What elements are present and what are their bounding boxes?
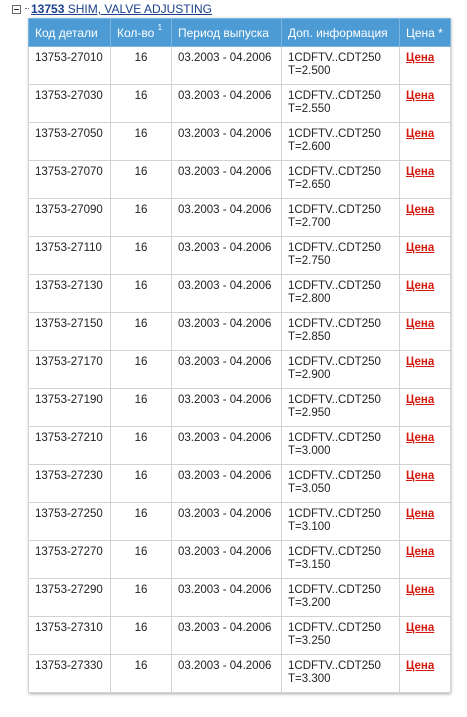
- price-link[interactable]: Цена: [406, 546, 435, 558]
- table-row: [29, 389, 451, 427]
- info-cell: [282, 389, 400, 427]
- info-model: 1CDFTV..CDT250: [288, 660, 381, 672]
- group-code: 13753: [31, 2, 65, 16]
- quantity-cell: 16: [111, 275, 172, 313]
- table-row: [29, 655, 451, 693]
- table-row: [29, 541, 451, 579]
- table-row: [29, 47, 451, 85]
- quantity-cell: 16: [111, 161, 172, 199]
- info-thickness: T=3.250: [288, 635, 331, 647]
- info-thickness: T=3.000: [288, 445, 331, 457]
- part-code-cell: 13753-27230: [29, 465, 111, 503]
- period-cell: 03.2003 - 04.2006: [172, 85, 282, 123]
- period-cell: 03.2003 - 04.2006: [172, 313, 282, 351]
- part-code-cell: 13753-27190: [29, 389, 111, 427]
- info-model: 1CDFTV..CDT250: [288, 242, 381, 254]
- info-thickness: T=3.050: [288, 483, 331, 495]
- price-cell: [400, 617, 451, 655]
- info-cell: [282, 47, 400, 85]
- quantity-cell: 16: [111, 579, 172, 617]
- price-cell: [400, 85, 451, 123]
- price-cell: [400, 655, 451, 693]
- price-link[interactable]: Цена: [406, 660, 435, 672]
- info-cell: [282, 123, 400, 161]
- info-thickness: T=3.300: [288, 673, 331, 685]
- table-row: [29, 579, 451, 617]
- part-code-cell: 13753-27090: [29, 199, 111, 237]
- period-cell: 03.2003 - 04.2006: [172, 161, 282, 199]
- price-cell: [400, 313, 451, 351]
- quantity-cell: 16: [111, 199, 172, 237]
- period-cell: 03.2003 - 04.2006: [172, 123, 282, 161]
- quantity-cell: 16: [111, 503, 172, 541]
- price-link[interactable]: Цена: [406, 356, 435, 368]
- period-cell: 03.2003 - 04.2006: [172, 199, 282, 237]
- info-thickness: T=2.550: [288, 103, 331, 115]
- period-cell: 03.2003 - 04.2006: [172, 579, 282, 617]
- period-cell: 03.2003 - 04.2006: [172, 47, 282, 85]
- price-link[interactable]: Цена: [406, 90, 435, 102]
- table-row: [29, 427, 451, 465]
- quantity-cell: 16: [111, 617, 172, 655]
- column-header-qty: Кол-во $^1$: [111, 19, 172, 47]
- price-cell: [400, 541, 451, 579]
- column-header-price: Цена *: [400, 19, 451, 47]
- tree-connector: [25, 8, 29, 10]
- period-cell: 03.2003 - 04.2006: [172, 655, 282, 693]
- parts-table-container: [28, 18, 450, 693]
- quantity-cell: 16: [111, 351, 172, 389]
- info-cell: [282, 237, 400, 275]
- quantity-cell: 16: [111, 85, 172, 123]
- period-cell: 03.2003 - 04.2006: [172, 237, 282, 275]
- price-cell: [400, 389, 451, 427]
- period-cell: 03.2003 - 04.2006: [172, 617, 282, 655]
- info-cell: [282, 465, 400, 503]
- period-cell: 03.2003 - 04.2006: [172, 465, 282, 503]
- info-thickness: T=3.150: [288, 559, 331, 571]
- price-cell: [400, 275, 451, 313]
- part-code-cell: 13753-27030: [29, 85, 111, 123]
- info-thickness: T=2.500: [288, 65, 331, 77]
- quantity-cell: 16: [111, 313, 172, 351]
- part-code-cell: 13753-27110: [29, 237, 111, 275]
- part-code-cell: 13753-27150: [29, 313, 111, 351]
- qty-footnote-marker: 1: [157, 23, 163, 32]
- quantity-cell: 16: [111, 427, 172, 465]
- table-row: [29, 199, 451, 237]
- info-cell: [282, 503, 400, 541]
- table-row: [29, 313, 451, 351]
- quantity-cell: 16: [111, 465, 172, 503]
- quantity-cell: 16: [111, 237, 172, 275]
- price-link[interactable]: Цена: [406, 280, 435, 292]
- info-thickness: T=2.650: [288, 179, 331, 191]
- part-code-cell: 13753-27130: [29, 275, 111, 313]
- period-cell: 03.2003 - 04.2006: [172, 503, 282, 541]
- quantity-cell: 16: [111, 389, 172, 427]
- price-cell: [400, 465, 451, 503]
- column-header-info: Доп. информация: [282, 19, 400, 47]
- info-cell: [282, 161, 400, 199]
- group-title: [12, 2, 212, 16]
- table-row: [29, 275, 451, 313]
- price-link[interactable]: Цена: [406, 508, 435, 520]
- info-model: 1CDFTV..CDT250: [288, 432, 381, 444]
- info-thickness: T=2.800: [288, 293, 331, 305]
- info-cell: [282, 655, 400, 693]
- part-code-cell: 13753-27290: [29, 579, 111, 617]
- price-cell: [400, 579, 451, 617]
- info-thickness: T=2.900: [288, 369, 331, 381]
- info-model: 1CDFTV..CDT250: [288, 128, 381, 140]
- period-cell: 03.2003 - 04.2006: [172, 541, 282, 579]
- info-cell: [282, 85, 400, 123]
- period-cell: 03.2003 - 04.2006: [172, 275, 282, 313]
- price-link[interactable]: Цена: [406, 394, 435, 406]
- info-thickness: T=2.700: [288, 217, 331, 229]
- part-code-cell: 13753-27010: [29, 47, 111, 85]
- price-link[interactable]: Цена: [406, 128, 435, 140]
- info-thickness: T=2.750: [288, 255, 331, 267]
- price-link[interactable]: Цена: [406, 52, 435, 64]
- period-cell: 03.2003 - 04.2006: [172, 351, 282, 389]
- table-header-row: [29, 19, 451, 47]
- info-model: 1CDFTV..CDT250: [288, 90, 381, 102]
- price-link[interactable]: Цена: [406, 242, 435, 254]
- info-model: 1CDFTV..CDT250: [288, 394, 381, 406]
- table-body: [29, 47, 451, 693]
- part-code-cell: 13753-27170: [29, 351, 111, 389]
- price-cell: [400, 123, 451, 161]
- price-cell: [400, 47, 451, 85]
- info-model: 1CDFTV..CDT250: [288, 280, 381, 292]
- price-cell: [400, 427, 451, 465]
- table-row: [29, 351, 451, 389]
- info-model: 1CDFTV..CDT250: [288, 470, 381, 482]
- part-code-cell: 13753-27210: [29, 427, 111, 465]
- info-cell: [282, 199, 400, 237]
- quantity-cell: 16: [111, 47, 172, 85]
- table-row: [29, 123, 451, 161]
- price-cell: [400, 237, 451, 275]
- price-cell: [400, 503, 451, 541]
- info-cell: [282, 351, 400, 389]
- collapse-toggle-icon[interactable]: [12, 5, 21, 14]
- table-row: [29, 85, 451, 123]
- price-link[interactable]: Цена: [406, 166, 435, 178]
- table-row: [29, 161, 451, 199]
- info-model: 1CDFTV..CDT250: [288, 508, 381, 520]
- part-code-cell: 13753-27310: [29, 617, 111, 655]
- quantity-cell: 16: [111, 655, 172, 693]
- info-cell: [282, 275, 400, 313]
- price-cell: [400, 351, 451, 389]
- table-row: [29, 617, 451, 655]
- info-model: 1CDFTV..CDT250: [288, 204, 381, 216]
- info-model: 1CDFTV..CDT250: [288, 356, 381, 368]
- price-link[interactable]: Цена: [406, 318, 435, 330]
- info-thickness: T=2.850: [288, 331, 331, 343]
- info-model: 1CDFTV..CDT250: [288, 622, 381, 634]
- period-cell: 03.2003 - 04.2006: [172, 427, 282, 465]
- price-link[interactable]: Цена: [406, 204, 435, 216]
- part-code-cell: 13753-27250: [29, 503, 111, 541]
- info-thickness: T=3.200: [288, 597, 331, 609]
- info-model: 1CDFTV..CDT250: [288, 52, 381, 64]
- info-thickness: T=2.950: [288, 407, 331, 419]
- group-title-link[interactable]: [31, 2, 212, 16]
- info-model: 1CDFTV..CDT250: [288, 546, 381, 558]
- info-cell: [282, 579, 400, 617]
- price-link[interactable]: Цена: [406, 584, 435, 596]
- quantity-cell: 16: [111, 541, 172, 579]
- parts-table: [28, 18, 451, 693]
- info-model: 1CDFTV..CDT250: [288, 166, 381, 178]
- info-thickness: T=2.600: [288, 141, 331, 153]
- info-thickness: T=3.100: [288, 521, 331, 533]
- column-header-period: Период выпуска: [172, 19, 282, 47]
- price-cell: [400, 161, 451, 199]
- info-cell: [282, 427, 400, 465]
- part-code-cell: 13753-27270: [29, 541, 111, 579]
- table-row: [29, 503, 451, 541]
- info-model: 1CDFTV..CDT250: [288, 584, 381, 596]
- price-cell: [400, 199, 451, 237]
- price-link[interactable]: Цена: [406, 470, 435, 482]
- table-row: [29, 237, 451, 275]
- group-name: SHIM, VALVE ADJUSTING: [67, 2, 212, 16]
- column-header-code: Код детали: [29, 19, 111, 47]
- part-code-cell: 13753-27330: [29, 655, 111, 693]
- price-link[interactable]: Цена: [406, 432, 435, 444]
- info-cell: [282, 313, 400, 351]
- table-row: [29, 465, 451, 503]
- price-link[interactable]: Цена: [406, 622, 435, 634]
- info-cell: [282, 541, 400, 579]
- period-cell: 03.2003 - 04.2006: [172, 389, 282, 427]
- part-code-cell: 13753-27070: [29, 161, 111, 199]
- quantity-cell: 16: [111, 123, 172, 161]
- info-cell: [282, 617, 400, 655]
- part-code-cell: 13753-27050: [29, 123, 111, 161]
- info-model: 1CDFTV..CDT250: [288, 318, 381, 330]
